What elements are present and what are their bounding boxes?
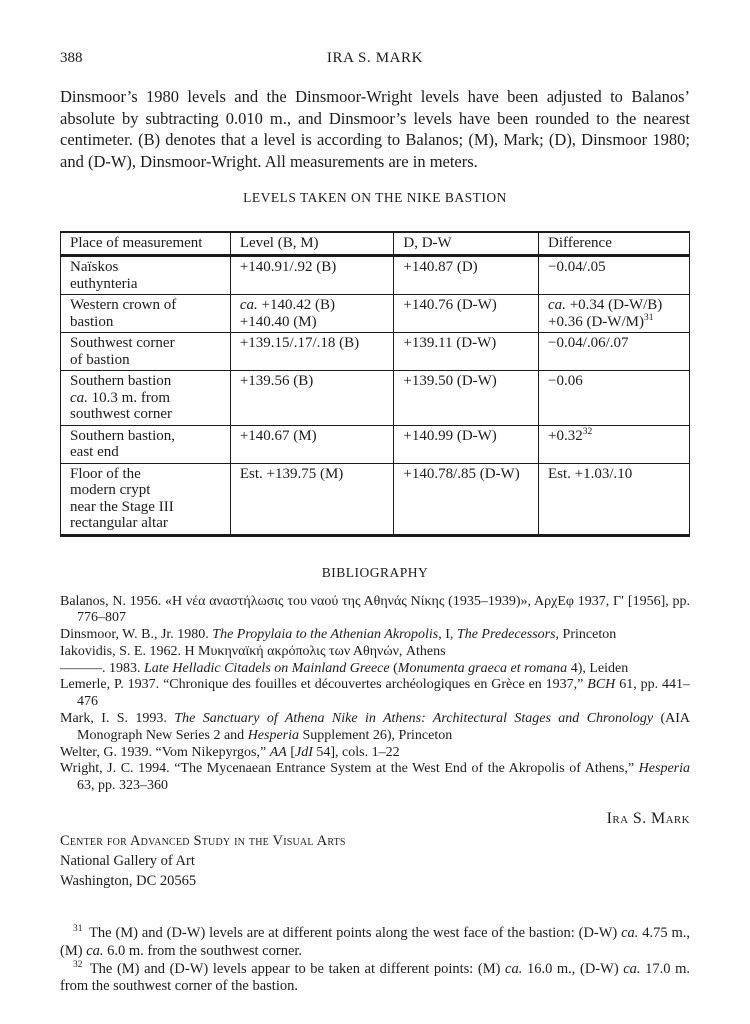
institution-address-line-1: National Gallery of Art [60, 853, 195, 870]
bibliography-entry-balanos: Balanos, N. 1956. «Η νέα αναστήλωσις του ναού της Αθηνάς Νίκης (1935–1939)», ΑρχΕφ 1937, Γ′ [1956], pp. 776–807 [60, 593, 690, 626]
bibliography-entry-iakovidis-1962: Iakovidis, S. E. 1962. Η Μυκηναϊκή ακρόπολις των Αθηνών, Athens [60, 643, 446, 659]
table-cell: +140.91/.92 (B) [230, 256, 394, 295]
table-cell: ca. +0.34 (D-W/B) +0.36 $(D-W/M)^{31}$ [539, 295, 690, 333]
table-cell: −0.04/.06/.07 [539, 333, 690, 371]
table-row-naiskos [61, 256, 690, 295]
table-row-western-crown [61, 295, 690, 333]
table-cell: +140.76 (D-W) [394, 295, 539, 333]
column-header-place: Place of measurement [61, 232, 231, 256]
column-header-d-dw: D, D-W [394, 232, 539, 256]
table-cell: −0.06 [539, 371, 690, 426]
table-cell: ca. +140.42 (B) +140.40 (M) [230, 295, 394, 333]
table-cell: $+0.32^{32}$ [539, 425, 690, 463]
table-cell: −0.04/.05 [539, 256, 690, 295]
bibliography-entry-welter: Welter, G. 1939. “Vom Nikepyrgos,” AA [JdI 54], cols. 1–22 [60, 744, 400, 760]
author-affiliation [60, 831, 690, 891]
column-header-difference: Difference [539, 232, 690, 256]
table-cell: +139.15/.17/.18 (B) [230, 333, 394, 371]
table-cell: +139.56 (B) [230, 371, 394, 426]
table-row-southwest-corner [61, 333, 690, 371]
table-row-crypt-floor [61, 463, 690, 535]
table-cell: Southern bastion ca. 10.3 m. from southwest corner [70, 373, 173, 422]
table-cell: Est. +139.75 (M) [230, 463, 394, 535]
table-header-row [61, 232, 690, 256]
intro-paragraph: Dinsmoor’s 1980 levels and the Dinsmoor-Wright levels have been adjusted to Balanos’ absolute by subtracting 0.010 m., and Dinsmoor’s levels have been rounded to the nearest centimeter. (B) denotes that a level is according to Balanos; (M), Mark; (D), Dinsmoor 1980; and (D-W), Dinsmoor-Wright. All measurements are in meters. [60, 87, 690, 171]
column-header-level: Level (B, M) [230, 232, 394, 256]
bibliography-entry-iakovidis-1983: ———. 1983. Late Helladic Citadels on Mainland Greece (Monumenta graeca et romana 4), Leiden [60, 660, 629, 676]
running-head [60, 50, 690, 67]
bibliography-entry-mark: Mark, I. S. 1993. The Sanctuary of Athena Nike in Athens: Architectural Stages and Chronology (AIA Monograph New Series 2 and Hesperia Supplement 26), Princeton [60, 711, 690, 743]
table-cell: Southwest corner of bastion [70, 335, 175, 368]
institution-name: Center for Advanced Study in the Visual Arts [60, 833, 346, 850]
table-cell: +139.50 (D-W) [394, 371, 539, 426]
table-row-southern-bastion-east [61, 425, 690, 463]
bibliography-title: BIBLIOGRAPHY [321, 564, 429, 580]
table-cell: +140.78/.85 (D-W) [394, 463, 539, 535]
table-cell: Southern bastion, east end [70, 427, 175, 460]
table-row-southern-bastion [61, 371, 690, 426]
table-cell: Naïskos euthynteria [70, 259, 138, 292]
levels-table [60, 231, 690, 537]
table-cell: +140.87 (D) [394, 256, 539, 295]
institution-address-line-2: Washington, DC 20565 [60, 873, 197, 890]
author-signature: Ira S. Mark [606, 810, 690, 828]
table-title: LEVELS TAKEN ON THE NIKE BASTION [243, 190, 507, 205]
table-cell: +140.99 (D-W) [394, 425, 539, 463]
table-cell: +139.11 (D-W) [394, 333, 539, 371]
bibliography-entry-lemerle: Lemerle, P. 1937. “Chronique des fouilles et découvertes archéologiques en Grèce en 1937,” BCH 61, pp. 441–476 [60, 677, 690, 710]
table-cell: Floor of the modern crypt near the Stage III rectangular altar [70, 465, 174, 531]
footnotes-section [60, 925, 690, 996]
bibliography-entry-dinsmoor: Dinsmoor, W. B., Jr. 1980. The Propylaia to the Athenian Akropolis, I, The Predecessors, Princeton [60, 627, 617, 643]
footnote-32: $^{32}$ The (M) and (D-W) levels appear to be taken at different points: (M) ca. 16.0 m., (D-W) ca. 17.0 m. from the southwest corner of the bastion. [60, 959, 691, 995]
bibliography-list [60, 594, 690, 796]
bibliography-entry-wright: Wright, J. C. 1994. “The Mycenaean Entrance System at the West End of the Akropolis of Athens,” Hesperia 63, pp. 323–360 [60, 761, 690, 794]
table-cell: Est. +1.03/.10 [539, 463, 690, 535]
footnote-31: $^{31}$ The (M) and (D-W) levels are at different points along the west face of the bastion: (D-W) ca. 4.75 m., (M) ca. 6.0 m. from the southwest corner. [60, 924, 691, 959]
table-cell: Western crown of bastion [70, 297, 177, 330]
running-title: IRA S. MARK [326, 50, 424, 66]
page-number: 388 [60, 50, 83, 66]
table-cell: +140.67 (M) [230, 425, 394, 463]
